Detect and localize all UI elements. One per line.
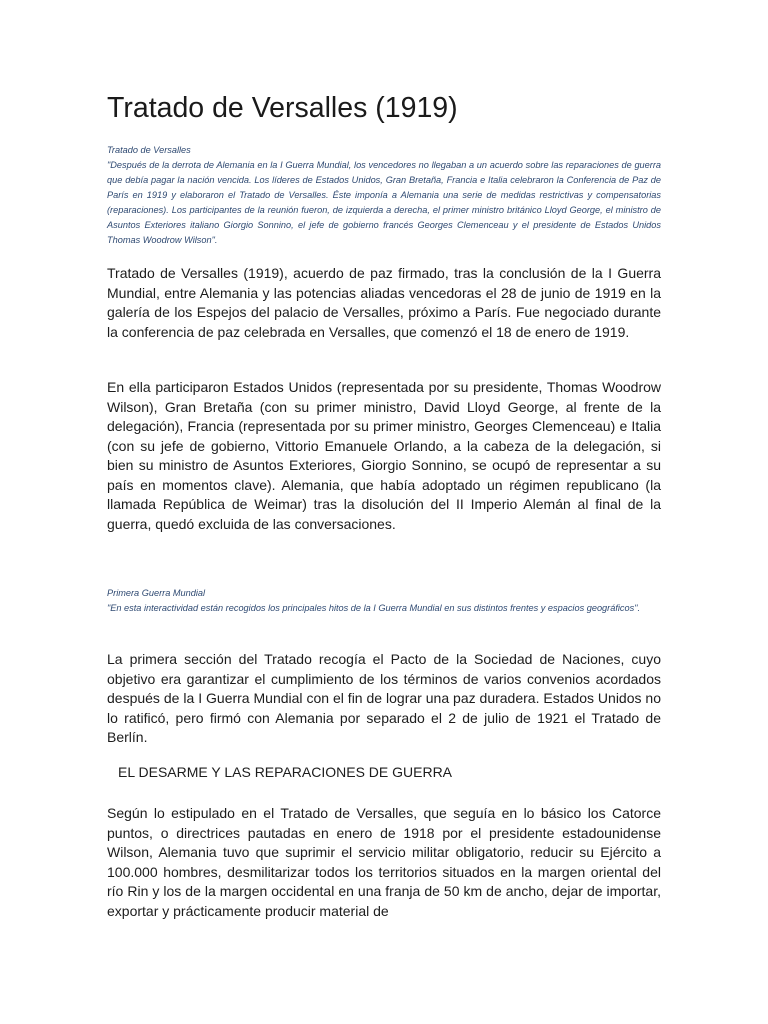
- body-paragraph: Tratado de Versalles (1919), acuerdo de paz firmado, tras la conclusión de la I Guerra Mundial, entre Alemania y las potencias aliadas vencedoras el 28 de junio de 1919 en la galería de los Espejos del palacio de Versalles, próximo a París. Fue negociado durante la conferencia de paz celebrada en Versalles, que comenzó el 18 de enero de 1919.: [107, 265, 661, 340]
- body-paragraph: La primera sección del Tratado recogía el Pacto de la Sociedad de Naciones, cuyo objetivo era garantizar el cumplimiento de los términos de varios convenios acordados después de la I Guerra Mundial con el fin de lograr una paz duradera. Estados Unidos no lo ratificó, pero firmó con Alemania por separado el 2 de julio de 1921 el Tratado de Berlín.: [107, 651, 661, 745]
- image-caption-versalles: [107, 143, 661, 248]
- body-paragraph: Según lo estipulado en el Tratado de Versalles, que seguía en lo básico los Catorce puntos, o directrices pautadas en enero de 1918 por el presidente estadounidense Wilson, Alemania tuvo que suprimir el servicio militar obligatorio, reducir su Ejército a 100.000 hombres, desmilitarizar todos los territorios situados en la margen oriental del río Rin y los de la margen occidental en una franja de 50 km de ancho, dejar de importar, exportar y prácticamente producir material de: [107, 805, 661, 919]
- caption-title: Primera Guerra Mundial: [107, 588, 206, 598]
- caption-text: "Después de la derrota de Alemania en la I Guerra Mundial, los vencedores no llegaban a un acuerdo sobre las reparaciones de guerra que debía pagar la nación vencida. Los líderes de Estados Unidos, Gran Bretaña, Francia e Italia celebraron la Conferencia de Paz de París en 1919 y elaboraron el Tratado de Versalles. Éste imponía a Alemania una serie de medidas restrictivas y compensatorias (reparaciones). Los participantes de la reunión fueron, de izquierda a derecha, el primer ministro británico Lloyd George, el ministro de Asuntos Exteriores italiano Giorgio Sonnino, el jefe de gobierno francés Georges Clemenceau y el presidente de Estados Unidos Thomas Woodrow Wilson".: [107, 160, 661, 245]
- caption-title: Tratado de Versalles: [107, 145, 191, 155]
- caption-text: "En esta interactividad están recogidos los principales hitos de la I Guerra Mundial en sus distintos frentes y espacios geográficos".: [107, 603, 641, 613]
- image-caption-guerra-mundial: [107, 586, 661, 616]
- body-paragraph: En ella participaron Estados Unidos (representada por su presidente, Thomas Woodrow Wilson), Gran Bretaña (con su primer ministro, David Lloyd George, al frente de la delegación), Francia (representada por su primer ministro, Georges Clemenceau) e Italia (con su jefe de gobierno, Vittorio Emanuele Orlando, a la cabeza de la delegación, si bien su ministro de Asuntos Exteriores, Giorgio Sonnino, se ocupó de representar a su país en momentos clave). Alemania, que había adoptado un régimen republicano (la llamada República de Weimar) tras la disolución del II Imperio Alemán al final de la guerra, quedó excluida de las conversaciones.: [107, 379, 661, 532]
- section-heading: EL DESARME Y LAS REPARACIONES DE GUERRA: [118, 764, 453, 780]
- document-title: Tratado de Versalles (1919): [107, 92, 458, 124]
